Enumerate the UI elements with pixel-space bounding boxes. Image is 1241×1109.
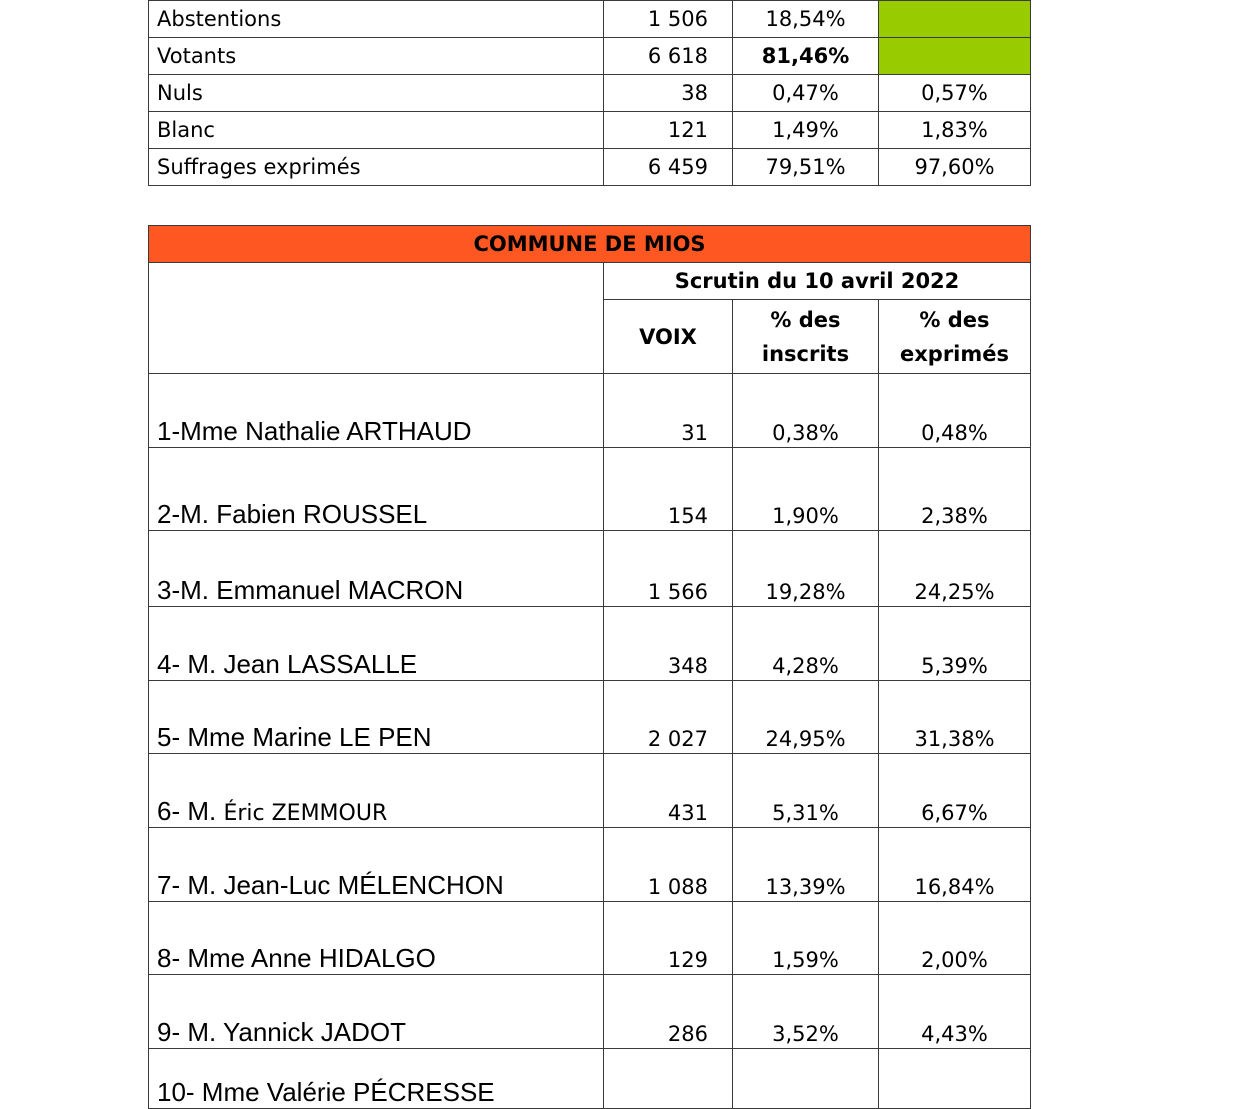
- candidate-voix: 154: [604, 448, 733, 531]
- summary-count: 6 618: [604, 38, 733, 75]
- candidate-voix: 129: [604, 902, 733, 975]
- candidate-name-text: 4- M. Jean LASSALLE: [157, 649, 418, 679]
- results-table: [148, 225, 1031, 1109]
- candidate-pct-inscrits: 0,38%: [733, 374, 879, 448]
- candidate-name-suffix: Éric ZEMMOUR: [223, 801, 388, 826]
- candidate-pct-inscrits: 19,28%: [733, 531, 879, 607]
- col-exprimes-line1: % des: [919, 307, 990, 332]
- candidate-name: [149, 975, 604, 1049]
- candidate-voix: 348: [604, 607, 733, 681]
- candidate-voix: 431: [604, 754, 733, 828]
- candidate-name: [149, 531, 604, 607]
- candidate-row: [149, 607, 1031, 681]
- candidate-voix: [604, 1049, 733, 1109]
- commune-title: COMMUNE DE MIOS: [149, 226, 1031, 263]
- summary-pct-exprimes: 1,83%: [879, 112, 1031, 149]
- col-voix-header: VOIX: [604, 300, 733, 374]
- candidate-name-text: 1-Mme Nathalie ARTHAUD: [157, 416, 472, 446]
- candidate-name: [149, 902, 604, 975]
- candidate-pct-exprimes: 4,43%: [879, 975, 1031, 1049]
- candidate-voix: 31: [604, 374, 733, 448]
- candidate-pct-inscrits: 13,39%: [733, 828, 879, 902]
- candidate-name-text: 3-M. Emmanuel MACRON: [157, 575, 464, 605]
- candidate-pct-exprimes: 24,25%: [879, 531, 1031, 607]
- candidate-name: [149, 374, 604, 448]
- candidate-name: [149, 448, 604, 531]
- candidate-row: [149, 828, 1031, 902]
- candidate-pct-exprimes: [879, 1049, 1031, 1109]
- candidate-name-text: 8- Mme Anne HIDALGO: [157, 943, 436, 973]
- col-inscrits-header: [733, 300, 879, 374]
- summary-pct-exprimes: 0,57%: [879, 75, 1031, 112]
- summary-table: [148, 0, 1031, 186]
- summary-label: Nuls: [149, 75, 604, 112]
- candidate-row: [149, 754, 1031, 828]
- summary-pct-exprimes: [879, 1, 1031, 38]
- summary-label: Abstentions: [149, 1, 604, 38]
- candidate-pct-exprimes: 5,39%: [879, 607, 1031, 681]
- candidate-name-text: 6- M.: [157, 796, 224, 826]
- summary-count: 6 459: [604, 149, 733, 186]
- candidate-pct-inscrits: 4,28%: [733, 607, 879, 681]
- candidate-name: [149, 681, 604, 754]
- candidate-name-text: 5- Mme Marine LE PEN: [157, 722, 432, 752]
- summary-row: [149, 38, 1031, 75]
- summary-label: Suffrages exprimés: [149, 149, 604, 186]
- candidate-name-text: 10- Mme Valérie PÉCRESSE: [157, 1077, 495, 1107]
- summary-pct-exprimes: [879, 38, 1031, 75]
- summary-label: Blanc: [149, 112, 604, 149]
- candidate-row: [149, 681, 1031, 754]
- col-inscrits-line1: % des: [770, 307, 841, 332]
- candidate-row: [149, 531, 1031, 607]
- candidate-name: [149, 607, 604, 681]
- summary-pct-inscrits: 1,49%: [733, 112, 879, 149]
- candidate-row: [149, 902, 1031, 975]
- summary-label: Votants: [149, 38, 604, 75]
- candidate-pct-inscrits: [733, 1049, 879, 1109]
- summary-count: 1 506: [604, 1, 733, 38]
- summary-row: [149, 112, 1031, 149]
- summary-row: [149, 149, 1031, 186]
- candidate-voix: 2 027: [604, 681, 733, 754]
- candidate-row: [149, 975, 1031, 1049]
- summary-count: 121: [604, 112, 733, 149]
- candidate-pct-inscrits: 1,59%: [733, 902, 879, 975]
- candidate-pct-inscrits: 5,31%: [733, 754, 879, 828]
- candidate-pct-inscrits: 24,95%: [733, 681, 879, 754]
- candidate-pct-exprimes: 6,67%: [879, 754, 1031, 828]
- candidate-name: [149, 1049, 604, 1109]
- col-exprimes-line2: exprimés: [900, 341, 1009, 366]
- candidate-pct-exprimes: 2,38%: [879, 448, 1031, 531]
- candidate-voix: 1 566: [604, 531, 733, 607]
- candidate-row: [149, 374, 1031, 448]
- summary-pct-exprimes: 97,60%: [879, 149, 1031, 186]
- candidate-pct-exprimes: 31,38%: [879, 681, 1031, 754]
- candidate-pct-inscrits: 1,90%: [733, 448, 879, 531]
- candidate-pct-inscrits: 3,52%: [733, 975, 879, 1049]
- candidate-name-text: 2-M. Fabien ROUSSEL: [157, 499, 428, 529]
- candidate-row: [149, 1049, 1031, 1109]
- summary-count: 38: [604, 75, 733, 112]
- candidate-name-text: 9- M. Yannick JADOT: [157, 1017, 406, 1047]
- empty-header-cell: [149, 263, 604, 374]
- scrutin-header-row: [149, 263, 1031, 300]
- summary-pct-inscrits: 79,51%: [733, 149, 879, 186]
- candidate-pct-exprimes: 16,84%: [879, 828, 1031, 902]
- summary-row: [149, 1, 1031, 38]
- candidate-voix: 1 088: [604, 828, 733, 902]
- candidate-name-text: 7- M. Jean-Luc MÉLENCHON: [157, 870, 504, 900]
- summary-pct-inscrits: 81,46%: [733, 38, 879, 75]
- commune-header-row: [149, 226, 1031, 263]
- candidate-voix: 286: [604, 975, 733, 1049]
- candidate-name: [149, 754, 604, 828]
- candidate-row: [149, 448, 1031, 531]
- scrutin-date: Scrutin du 10 avril 2022: [604, 263, 1031, 300]
- summary-pct-inscrits: 0,47%: [733, 75, 879, 112]
- col-inscrits-line2: inscrits: [761, 341, 850, 366]
- summary-row: [149, 75, 1031, 112]
- candidate-pct-exprimes: 0,48%: [879, 374, 1031, 448]
- summary-pct-inscrits: 18,54%: [733, 1, 879, 38]
- col-exprimes-header: [879, 300, 1031, 374]
- candidate-name: [149, 828, 604, 902]
- candidate-pct-exprimes: 2,00%: [879, 902, 1031, 975]
